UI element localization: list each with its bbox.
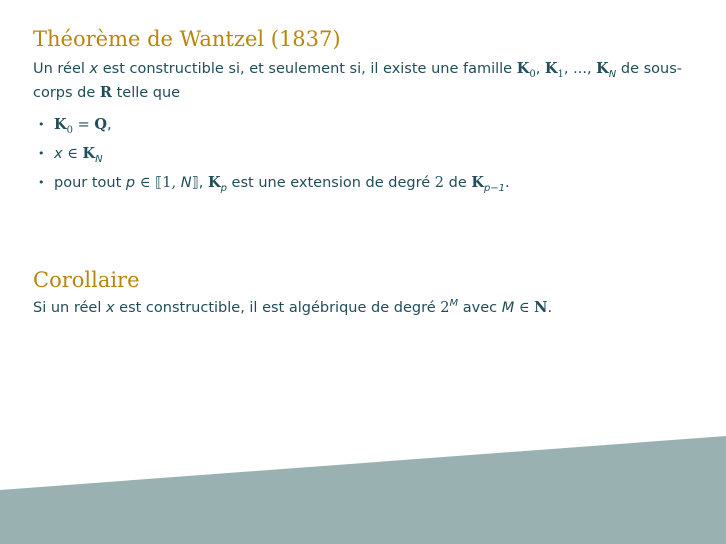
list-item: • x ∈ $K_N$ [38,145,103,165]
list-item: • pour tout p ∈ ⟦1, N⟧, $K_p$ est une extension de degré 2 de $K_{p-1}$. [38,174,510,194]
bullet-icon: • [38,118,45,131]
corollary-title: Corollaire [33,268,140,292]
bullet-icon: • [38,176,45,189]
corollary-statement: Si un réel x est constructible, il est algébrique de degré $2^M$ avec M ∈ N. [33,298,553,316]
bullet-icon: • [38,147,45,160]
theorem-title: Théorème de Wantzel (1837) [33,27,341,51]
list-item: • $K_0 = Q$, [38,116,112,136]
theorem-statement: Un réel x est constructible si, et seulement si, il existe une famille $K_0$, $K_1$, ..., $K_N$ de sous-corps de R telle que [33,60,683,101]
theorem-conditions-list [33,114,510,201]
